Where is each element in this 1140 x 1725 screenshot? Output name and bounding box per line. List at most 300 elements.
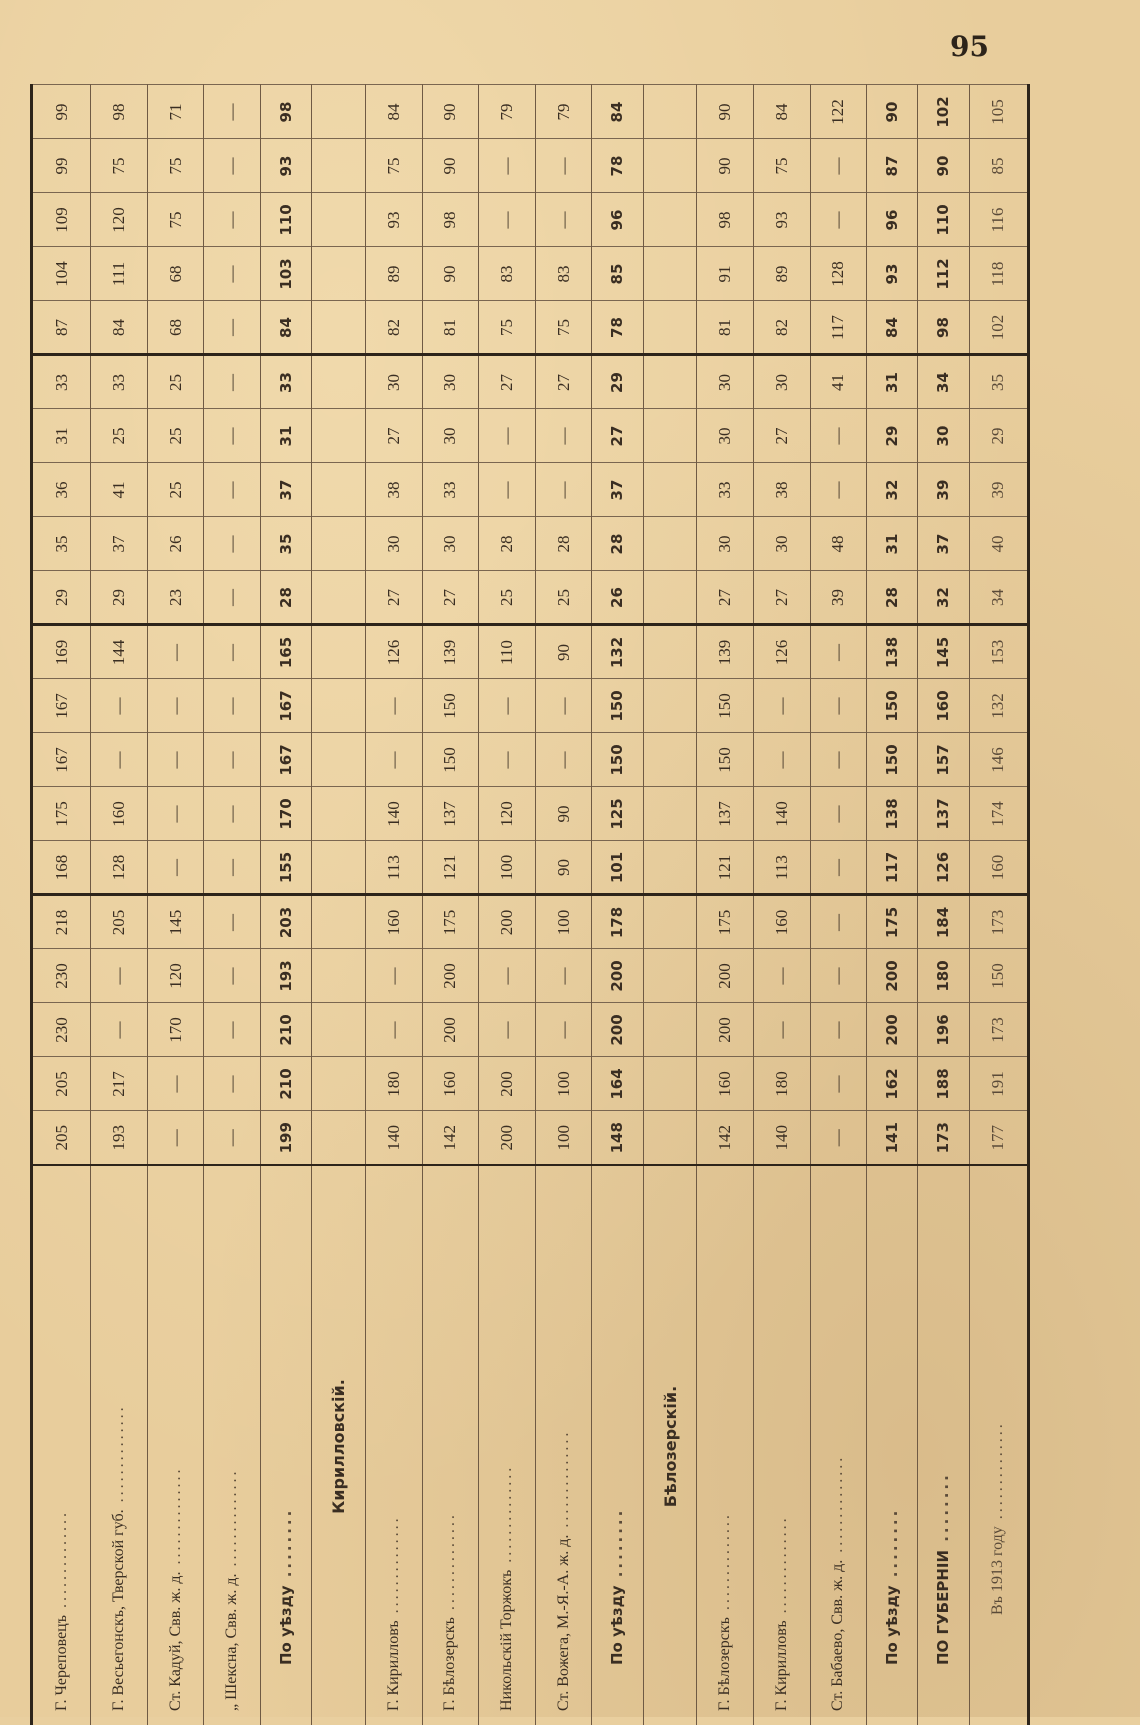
table-cell: 193 (261, 949, 312, 1003)
table-cell: — (810, 1003, 867, 1057)
row-label (91, 1165, 148, 1725)
table-cell (312, 193, 366, 247)
rotated-table-wrapper (30, 85, 1030, 1725)
table-cell: 177 (969, 1111, 1028, 1165)
table-cell: 200 (697, 1003, 754, 1057)
table-cell: — (204, 139, 261, 193)
table-cell: 34 (969, 571, 1028, 625)
table-cell: 218 (32, 895, 91, 949)
table-cell: — (810, 679, 867, 733)
table-cell (643, 463, 697, 517)
table-cell: 217 (91, 1057, 148, 1111)
table-cell: — (366, 733, 423, 787)
table-cell: 150 (422, 733, 479, 787)
table-cell: 23 (147, 571, 204, 625)
table-cell: 68 (147, 301, 204, 355)
row-label-text: „ Шексна, Свв. ж. д. (223, 1574, 240, 1711)
table-cell: 29 (91, 571, 148, 625)
table-cell: — (204, 895, 261, 949)
row-label (643, 1165, 697, 1725)
table-cell: 100 (535, 895, 592, 949)
table-cell: — (204, 247, 261, 301)
table-cell (643, 841, 697, 895)
table-cell: 110 (261, 193, 312, 247)
row-label-text: По уѣзду (608, 1585, 626, 1665)
table-cell: 200 (592, 1003, 643, 1057)
table-cell: 38 (366, 463, 423, 517)
table-cell: 83 (535, 247, 592, 301)
table-row (535, 85, 592, 1725)
leader-dots: .............. (989, 1421, 1006, 1526)
table-row (479, 85, 536, 1725)
leader-dots: .............. (385, 1515, 402, 1620)
table-cell (643, 787, 697, 841)
table-cell: 111 (91, 247, 148, 301)
table-cell: — (204, 679, 261, 733)
table-cell: 82 (754, 301, 811, 355)
table-cell: 145 (918, 625, 969, 679)
row-label-text: Г. Череповецъ (53, 1615, 70, 1711)
table-cell (312, 1111, 366, 1165)
statistics-table (30, 85, 1030, 1725)
table-cell: 167 (261, 733, 312, 787)
table-cell: — (147, 841, 204, 895)
table-cell: 37 (261, 463, 312, 517)
table-cell: 85 (592, 247, 643, 301)
table-cell (312, 1057, 366, 1111)
table-cell: 33 (422, 463, 479, 517)
leader-dots: .............. (555, 1430, 572, 1535)
table-cell: 100 (535, 1111, 592, 1165)
table-cell: 41 (91, 463, 148, 517)
row-label-text: По уѣзду (883, 1585, 901, 1665)
leader-dots: .............. (498, 1465, 515, 1570)
table-cell: 75 (754, 139, 811, 193)
table-cell: 118 (969, 247, 1028, 301)
table-cell: 117 (810, 301, 867, 355)
table-cell: — (535, 733, 592, 787)
row-label (969, 1165, 1028, 1725)
table-cell: 27 (366, 409, 423, 463)
leader-dots: ........ (608, 1508, 626, 1586)
table-cell: 173 (918, 1111, 969, 1165)
table-cell: — (810, 1111, 867, 1165)
leader-dots: ........ (883, 1508, 901, 1586)
table-row (592, 85, 643, 1725)
table-body (32, 85, 1029, 1725)
table-cell (312, 517, 366, 571)
table-cell: — (147, 787, 204, 841)
leader-dots: .............. (716, 1512, 733, 1617)
table-cell: 153 (969, 625, 1028, 679)
table-cell: 93 (366, 193, 423, 247)
table-cell: 109 (32, 193, 91, 247)
table-cell (643, 139, 697, 193)
table-cell: 148 (592, 1111, 643, 1165)
table-cell: 41 (810, 355, 867, 409)
table-cell: — (204, 1003, 261, 1057)
table-cell: 31 (32, 409, 91, 463)
leader-dots: .............. (773, 1515, 790, 1620)
table-cell: — (754, 679, 811, 733)
table-row (867, 85, 918, 1725)
table-cell (643, 571, 697, 625)
table-cell: 110 (479, 625, 536, 679)
table-cell (312, 679, 366, 733)
table-cell: 30 (754, 517, 811, 571)
table-cell: 139 (422, 625, 479, 679)
table-cell: 26 (592, 571, 643, 625)
table-cell: 138 (867, 625, 918, 679)
table-cell: 200 (479, 895, 536, 949)
table-cell: — (535, 139, 592, 193)
table-cell: 32 (918, 571, 969, 625)
row-label (204, 1165, 261, 1725)
table-cell: — (147, 1057, 204, 1111)
row-label-text: Ст. Бабаево, Свв. ж. д. (829, 1560, 846, 1711)
table-cell: 164 (592, 1057, 643, 1111)
table-row (969, 85, 1028, 1725)
table-cell: 30 (918, 409, 969, 463)
table-cell: 188 (918, 1057, 969, 1111)
table-cell: — (147, 1111, 204, 1165)
row-label-text: Въ 1913 году (989, 1526, 1006, 1615)
table-cell: 170 (147, 1003, 204, 1057)
table-cell: 75 (535, 301, 592, 355)
table-cell: 116 (969, 193, 1028, 247)
table-cell: 117 (867, 841, 918, 895)
table-cell: 99 (32, 139, 91, 193)
table-cell: 150 (592, 679, 643, 733)
table-cell: 150 (422, 679, 479, 733)
table-cell: 137 (422, 787, 479, 841)
table-cell: 87 (867, 139, 918, 193)
table-cell: — (204, 733, 261, 787)
table-cell: — (754, 1003, 811, 1057)
row-label (479, 1165, 536, 1725)
table-cell: 144 (91, 625, 148, 679)
table-cell: — (204, 949, 261, 1003)
table-cell: 75 (147, 193, 204, 247)
table-cell: 30 (697, 517, 754, 571)
table-cell: 142 (697, 1111, 754, 1165)
table-cell: 27 (366, 571, 423, 625)
table-cell: 29 (969, 409, 1028, 463)
table-cell: 93 (754, 193, 811, 247)
table-cell: — (91, 1003, 148, 1057)
table-cell: — (479, 463, 536, 517)
table-cell: — (535, 409, 592, 463)
table-cell: — (810, 463, 867, 517)
table-cell: 33 (32, 355, 91, 409)
table-cell: 200 (422, 949, 479, 1003)
table-cell (643, 409, 697, 463)
table-cell: 35 (969, 355, 1028, 409)
table-cell: 126 (754, 625, 811, 679)
table-cell: 78 (592, 139, 643, 193)
table-cell: 25 (535, 571, 592, 625)
row-label (918, 1165, 969, 1725)
table-cell: 75 (366, 139, 423, 193)
table-cell: — (204, 571, 261, 625)
table-cell: 102 (969, 301, 1028, 355)
table-cell: 30 (422, 409, 479, 463)
table-cell (312, 625, 366, 679)
table-cell: — (754, 949, 811, 1003)
row-label (754, 1165, 811, 1725)
table-cell: 100 (479, 841, 536, 895)
table-cell: 93 (261, 139, 312, 193)
table-cell: 99 (32, 85, 91, 139)
table-cell: 31 (867, 355, 918, 409)
page-number: 95 (950, 30, 989, 63)
table-cell: — (810, 409, 867, 463)
table-cell (643, 895, 697, 949)
table-cell: 199 (261, 1111, 312, 1165)
table-cell (312, 85, 366, 139)
table-cell: — (810, 625, 867, 679)
row-label-text: По уѣзду (277, 1585, 295, 1665)
table-cell: 137 (918, 787, 969, 841)
table-cell: 178 (592, 895, 643, 949)
table-cell: 31 (261, 409, 312, 463)
table-cell: 84 (754, 85, 811, 139)
table-cell (643, 247, 697, 301)
table-cell: 200 (867, 949, 918, 1003)
table-cell: 150 (969, 949, 1028, 1003)
table-cell: 150 (592, 733, 643, 787)
table-cell: 230 (32, 949, 91, 1003)
table-cell: 168 (32, 841, 91, 895)
table-cell: 140 (366, 787, 423, 841)
table-cell: 113 (366, 841, 423, 895)
table-cell: 141 (867, 1111, 918, 1165)
table-cell: 90 (422, 85, 479, 139)
table-cell: 160 (697, 1057, 754, 1111)
table-cell: — (91, 679, 148, 733)
table-cell: 30 (697, 409, 754, 463)
table-cell: 120 (147, 949, 204, 1003)
table-cell: 140 (366, 1111, 423, 1165)
table-cell: 84 (366, 85, 423, 139)
table-cell: — (479, 733, 536, 787)
table-cell: 160 (969, 841, 1028, 895)
table-cell: 110 (918, 193, 969, 247)
leader-dots: .............. (167, 1467, 184, 1572)
table-cell: — (535, 679, 592, 733)
table-cell: — (204, 85, 261, 139)
table-cell: — (479, 679, 536, 733)
table-cell: 27 (592, 409, 643, 463)
table-cell: 90 (535, 841, 592, 895)
row-label-text: ПО ГУБЕРНІИ (934, 1550, 952, 1665)
row-label (261, 1165, 312, 1725)
table-cell: 200 (592, 949, 643, 1003)
table-cell: 25 (147, 463, 204, 517)
table-cell: 27 (479, 355, 536, 409)
row-label (592, 1165, 643, 1725)
table-cell: 167 (32, 679, 91, 733)
table-cell: 68 (147, 247, 204, 301)
table-cell: 170 (261, 787, 312, 841)
table-cell: 203 (261, 895, 312, 949)
table-cell: — (479, 1003, 536, 1057)
table-cell: 160 (754, 895, 811, 949)
table-cell: 98 (697, 193, 754, 247)
table-cell: 71 (147, 85, 204, 139)
table-cell: 175 (422, 895, 479, 949)
table-row (204, 85, 261, 1725)
row-label-text: Бѣлозерскій. (661, 1386, 680, 1507)
table-cell: 37 (91, 517, 148, 571)
table-cell: — (535, 193, 592, 247)
table-cell: — (204, 193, 261, 247)
table-row (312, 85, 366, 1725)
table-cell: — (204, 1111, 261, 1165)
table-cell: — (204, 841, 261, 895)
table-cell (312, 247, 366, 301)
row-label (535, 1165, 592, 1725)
table-cell: 27 (697, 571, 754, 625)
table-cell: 139 (697, 625, 754, 679)
table-cell: 30 (422, 355, 479, 409)
table-row (366, 85, 423, 1725)
table-cell: 200 (867, 1003, 918, 1057)
table-row (697, 85, 754, 1725)
row-label-text: Г. Бѣлозерскъ (441, 1617, 458, 1711)
table-row (918, 85, 969, 1725)
table-cell: 167 (261, 679, 312, 733)
table-cell: 140 (754, 1111, 811, 1165)
table-cell: 90 (422, 247, 479, 301)
table-cell: 140 (754, 787, 811, 841)
table-cell: 27 (422, 571, 479, 625)
table-cell: — (535, 949, 592, 1003)
table-cell: 101 (592, 841, 643, 895)
table-cell: 100 (535, 1057, 592, 1111)
table-cell: 81 (697, 301, 754, 355)
table-cell: — (204, 1057, 261, 1111)
table-cell: 132 (592, 625, 643, 679)
table-cell: — (204, 517, 261, 571)
table-cell: 180 (754, 1057, 811, 1111)
table-cell: 132 (969, 679, 1028, 733)
table-cell: 28 (592, 517, 643, 571)
table-cell (643, 517, 697, 571)
table-cell: — (810, 787, 867, 841)
table-cell: 30 (697, 355, 754, 409)
table-cell: 96 (592, 193, 643, 247)
table-cell: — (810, 949, 867, 1003)
table-cell: 30 (366, 517, 423, 571)
table-cell: 91 (697, 247, 754, 301)
table-cell: 84 (261, 301, 312, 355)
table-cell (312, 139, 366, 193)
table-cell: 165 (261, 625, 312, 679)
table-cell: 81 (422, 301, 479, 355)
table-row (422, 85, 479, 1725)
table-cell: 33 (91, 355, 148, 409)
table-row (32, 85, 91, 1725)
leader-dots: .............. (829, 1455, 846, 1560)
table-cell: 28 (535, 517, 592, 571)
table-cell (312, 841, 366, 895)
table-cell: 75 (91, 139, 148, 193)
table-cell (643, 625, 697, 679)
table-cell: 196 (918, 1003, 969, 1057)
table-cell: 98 (261, 85, 312, 139)
table-cell: 33 (697, 463, 754, 517)
table-cell: — (810, 733, 867, 787)
table-cell: 180 (366, 1057, 423, 1111)
table-row (754, 85, 811, 1725)
table-cell: 87 (32, 301, 91, 355)
table-cell: 160 (91, 787, 148, 841)
table-cell: 200 (422, 1003, 479, 1057)
table-cell: 175 (867, 895, 918, 949)
table-cell: 93 (867, 247, 918, 301)
table-cell (643, 1003, 697, 1057)
table-cell: 150 (697, 733, 754, 787)
table-cell: 90 (867, 85, 918, 139)
table-cell: — (810, 841, 867, 895)
row-label-text: Кирилловскій. (329, 1379, 348, 1514)
table-cell: — (204, 787, 261, 841)
table-cell: 205 (91, 895, 148, 949)
table-cell: 90 (918, 139, 969, 193)
table-cell (312, 301, 366, 355)
table-cell: 30 (366, 355, 423, 409)
table-cell: 84 (867, 301, 918, 355)
table-cell: 193 (91, 1111, 148, 1165)
table-cell: 25 (147, 355, 204, 409)
table-cell: 32 (867, 463, 918, 517)
table-cell: 160 (918, 679, 969, 733)
table-cell: 90 (697, 139, 754, 193)
table-cell: 205 (32, 1057, 91, 1111)
table-cell: 128 (91, 841, 148, 895)
table-cell: 89 (754, 247, 811, 301)
table-row (810, 85, 867, 1725)
table-cell: — (810, 193, 867, 247)
table-cell: — (535, 1003, 592, 1057)
table-cell: 126 (918, 841, 969, 895)
table-cell: 126 (366, 625, 423, 679)
table-cell (312, 1003, 366, 1057)
table-row (261, 85, 312, 1725)
table-cell: 30 (754, 355, 811, 409)
table-cell: 39 (969, 463, 1028, 517)
table-cell: 25 (147, 409, 204, 463)
leader-dots: .............. (223, 1469, 240, 1574)
table-cell: — (754, 733, 811, 787)
table-cell (643, 679, 697, 733)
table-cell: — (810, 895, 867, 949)
table-cell: — (366, 679, 423, 733)
row-label-text: Г. Весьегонскъ, Тверской губ. (110, 1509, 127, 1711)
table-cell: 28 (867, 571, 918, 625)
leader-dots: .............. (441, 1512, 458, 1617)
row-label (697, 1165, 754, 1725)
table-cell: — (204, 625, 261, 679)
table-cell (312, 463, 366, 517)
table-cell: 138 (867, 787, 918, 841)
table-cell: 104 (32, 247, 91, 301)
row-label (422, 1165, 479, 1725)
table-cell: 28 (479, 517, 536, 571)
table-cell: 75 (147, 139, 204, 193)
table-cell: — (147, 679, 204, 733)
